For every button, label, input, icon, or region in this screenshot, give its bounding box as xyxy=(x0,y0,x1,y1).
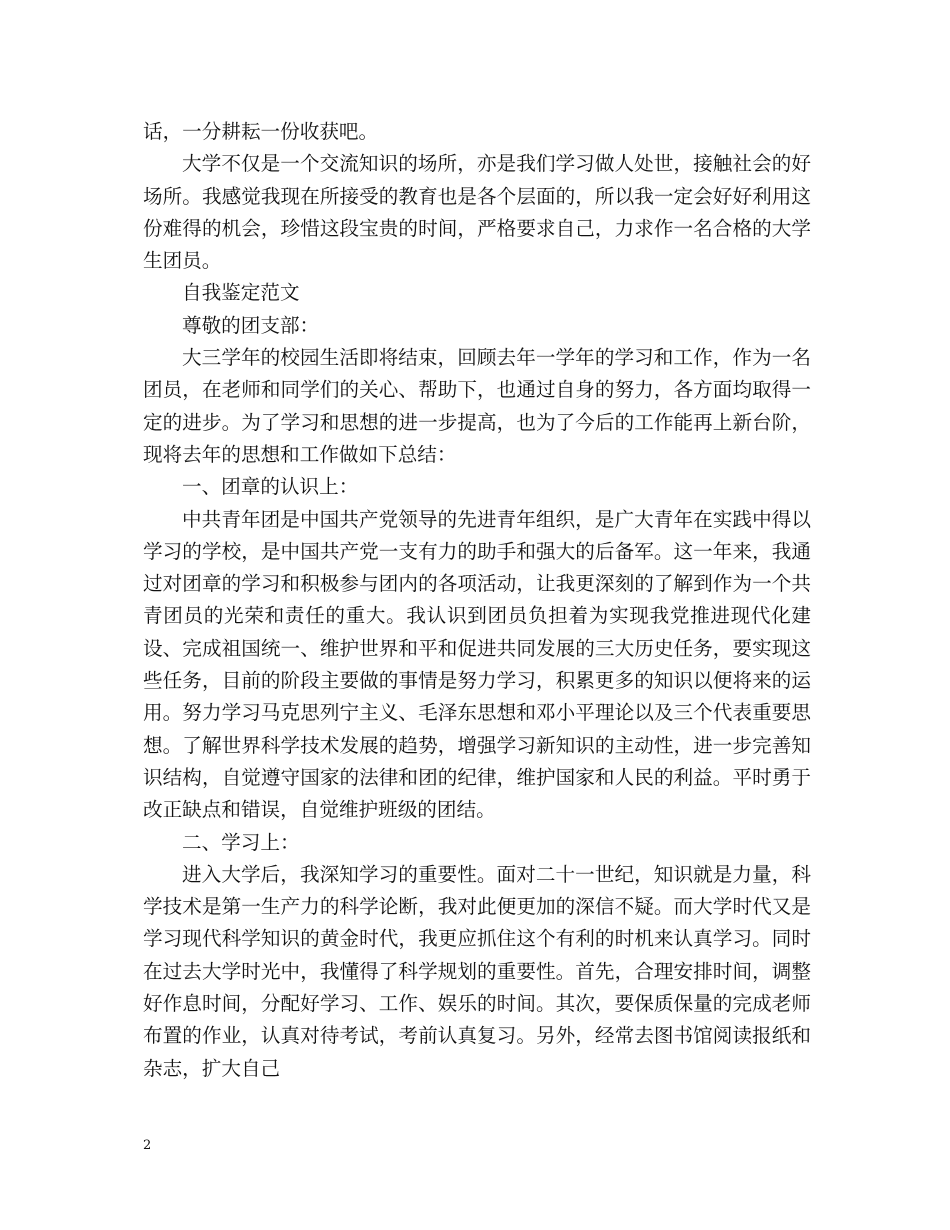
section-heading: 自我鉴定范文 xyxy=(182,281,300,305)
page-number: 2 xyxy=(143,1138,152,1153)
section-heading: 一、团章的认识上： xyxy=(182,475,359,499)
paragraph: 中共青年团是中国共产党领导的先进青年组织，是广大青年在实践中得以学习的学校，是中国共产党一支有力的助手和强大的后备军。这一年来，我通过对团章的学习和积极参与团内的各项活动，让我更深刻的了解到作为一个共青团员的光荣和责任的重大。我认识到团员负担着为实现我党推进现代化建设、完成祖国统一、维护世界和平和促进共同发展的三大历史任务，要实现这些任务，目前的阶段主要做的事情是努力学习，积累更多的知识以便将来的运用。努力学习马克思列宁主义、毛泽东思想和邓小平理论以及三个代表重要思想。了解世界科学技术发展的趋势，增强学习新知识的主动性，进一步完善知识结构，自觉遵守国家的法律和团的纪律，维护国家和人民的利益。平时勇于改正缺点和错误，自觉维护班级的团结。 xyxy=(143,507,811,822)
salutation: 尊敬的团支部： xyxy=(182,313,320,337)
paragraph: 大学不仅是一个交流知识的场所，亦是我们学习做人处世，接触社会的好场所。我感觉我现在所接受的教育也是各个层面的，所以我一定会好好利用这份难得的机会，珍惜这段宝贵的时间，严格要求自己，力求作一名合格的大学生团员。 xyxy=(143,152,811,273)
paragraph: 话，一分耕耘一份收获吧。 xyxy=(143,120,379,143)
document-body xyxy=(143,116,811,1085)
paragraph: 进入大学后，我深知学习的重要性。面对二十一世纪，知识就是力量，科学技术是第一生产力的科学论断，我对此便更加的深信不疑。而大学时代又是学习现代科学知识的黄金时代，我更应抓住这个有利的时机来认真学习。同时在过去大学时光中，我懂得了科学规划的重要性。首先，合理安排时间，调整好作息时间，分配好学习、工作、娱乐的时间。其次，要保质保量的完成老师布置的作业，认真对待考试，考前认真复习。另外，经常去图书馆阅读报纸和杂志，扩大自己 xyxy=(143,862,811,1080)
section-heading: 二、学习上： xyxy=(182,830,300,854)
paragraph: 大三学年的校园生活即将结束，回顾去年一学年的学习和工作，作为一名团员，在老师和同学们的关心、帮助下，也通过自身的努力，各方面均取得一定的进步。为了学习和思想的进一步提高，也为了今后的工作能再上新台阶，现将去年的思想和工作做如下总结： xyxy=(143,346,811,466)
